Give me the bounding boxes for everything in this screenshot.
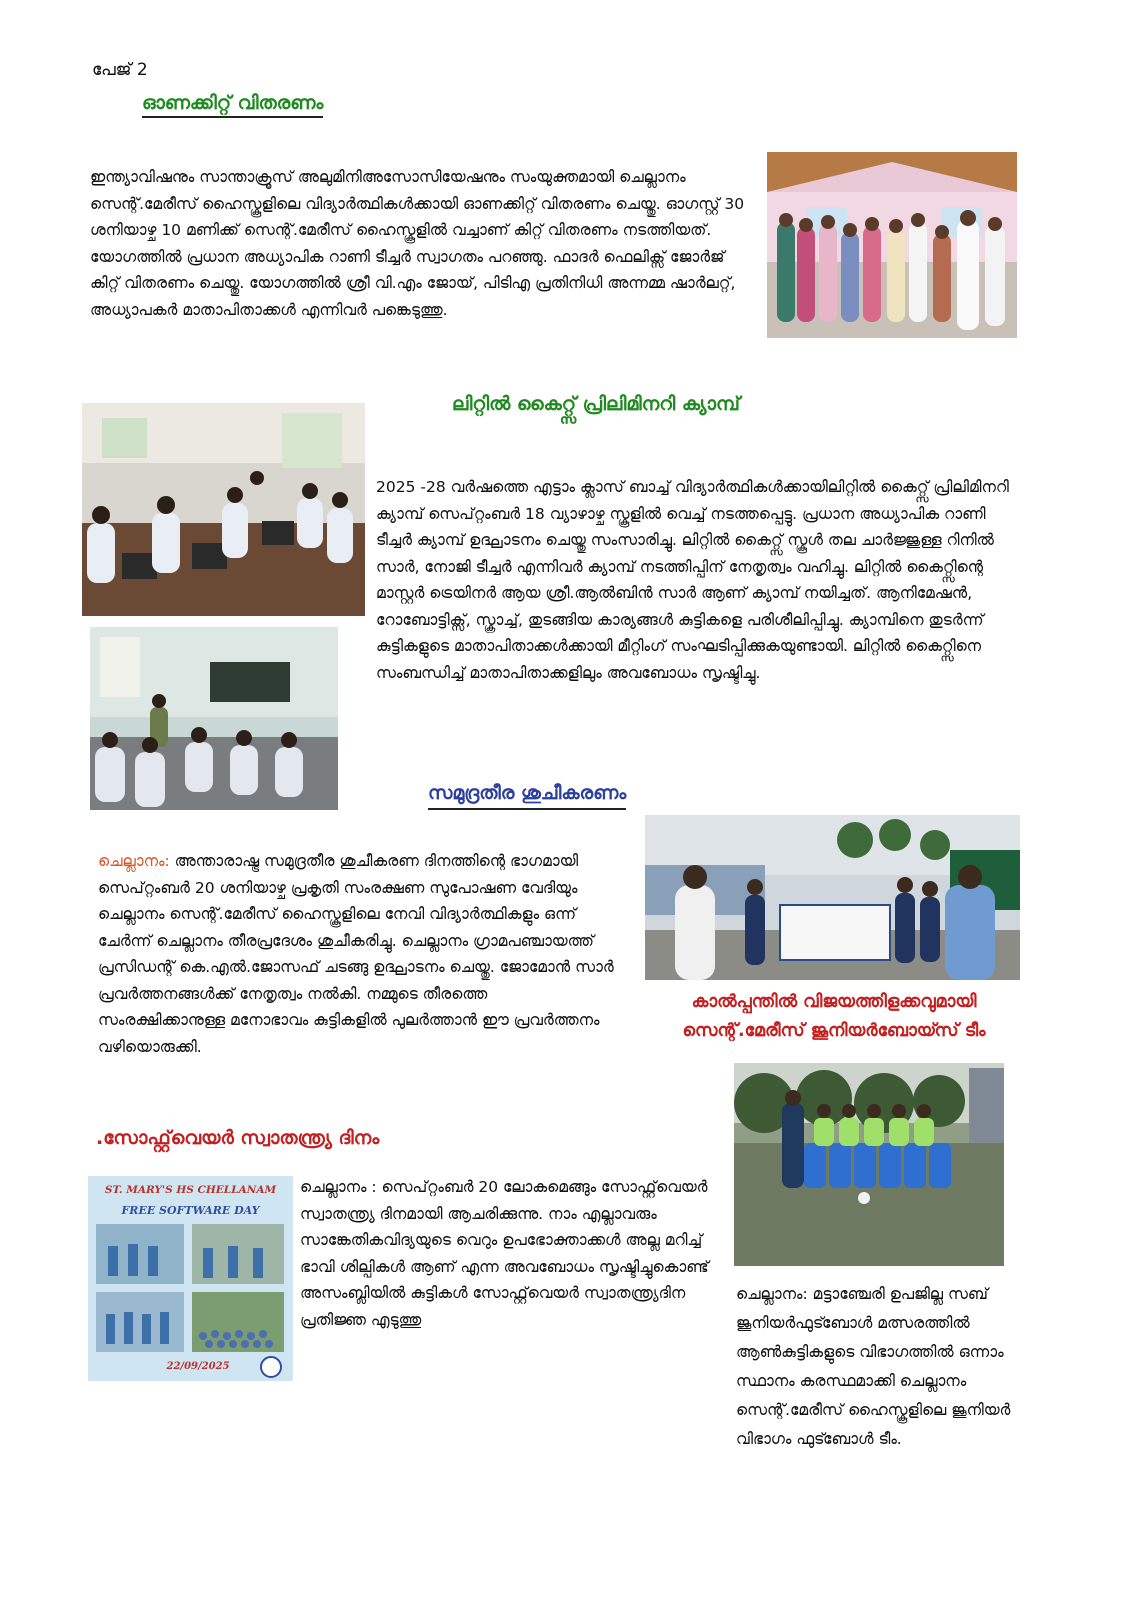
onam-kit-photo [767, 152, 1017, 338]
football-caption-line1: കാൽപ്പന്തിൽ വിജയത്തിളക്കവുമായി [691, 992, 977, 1012]
beach-dateline: ചെല്ലാനം: [98, 852, 170, 870]
little-kites-photo-class [90, 627, 338, 810]
beach-body: അന്താരാഷ്ട്ര സമുദ്രതീര ശുചീകരണ ദിനത്തിന്റെ ഭാഗമായി സെപ്റ്റംബർ 20 ശനിയാഴ്ച പ്രകൃതി സംരക്ഷണ സുപോഷണ വേദിയും ചെല്ലാനം സെന്റ്.മേരീസ് ഹൈസ്കൂളിലെ നേവി വിദ്യാർത്ഥികളും ഒന്ന് ചേർന്ന് ചെല്ലാനം തീരപ്രദേശം ശുചീകരിച്ചു. ചെല്ലാനം ഗ്രാമപഞ്ചായത്ത് പ്രസിഡന്റ് കെ.എൽ.ജോസഫ് ചടങ്ങു ഉദ്ഘാടനം ചെയ്തു. ജോമോൻ സാർ പ്രവർത്തനങ്ങൾക്ക് നേതൃത്വം നൽകി. നമ്മുടെ തീരത്തെ സംരക്ഷിക്കാനുള്ള മനോഭാവം കുട്ടികളിൽ പുലർത്താൻ ഈ പ്രവർത്തനം വഴിയൊരുക്കി. [98, 852, 614, 1056]
free-software-day-poster [88, 1176, 293, 1381]
football-caption-line2: സെന്റ്.മേരീസ് ജൂനിയർബോയ്സ് ടീം [682, 1021, 986, 1041]
onam-kit-paragraph: ഇന്ത്യാവിഷനും സാന്താക്രൂസ് അലുമിനിഅസോസിയേഷനും സംയുക്തമായി ചെല്ലാനം സെന്റ്.മേരീസ് ഹൈസ്കൂളിലെ വിദ്യാർത്ഥികൾക്കായി ഓണക്കിറ്റ് വിതരണം ചെയ്തു. ഓഗസ്റ്റ് 30 ശനിയാഴ്ച 10 മണിക്ക് സെന്റ്.മേരീസ് ഹൈസ്കൂളിൽ വച്ചാണ് കിറ്റ് വിതരണം നടത്തിയത്. യോഗത്തിൽ പ്രധാന അധ്യാപിക റാണി ടീച്ചർ സ്വാഗതം പറഞ്ഞു. ഫാദർ ഫെലിക്സ് ജോർജ് കിറ്റ് വിതരണം ചെയ്തു. യോഗത്തിൽ ശ്രീ വി.എം ജോയ്, പിടിഎ പ്രതിനിധി അന്നമ്മ ഷാർലറ്റ്, അധ്യാപകർ മാതാപിതാക്കൾ എന്നിവർ പങ്കെടുത്തു. [90, 168, 745, 319]
beach-cleaning-photo [645, 815, 1020, 980]
poster-title: FREE SOFTWARE DAY [121, 1204, 260, 1217]
beach-cleaning-paragraph [98, 848, 618, 1060]
little-kites-photo-lab [82, 403, 365, 616]
poster-date: 22/09/2025 [166, 1361, 230, 1372]
little-kites-heading: ലിറ്റിൽ കൈറ്റ്സ് പ്രിലിമിനറി ക്യാമ്പ് [452, 393, 740, 415]
football-caption [634, 988, 1034, 1046]
little-kites-paragraph: 2025 -28 വർഷത്തെ എട്ടാം ക്ലാസ് ബാച്ച് വിദ്യാർത്ഥികൾക്കായിലിറ്റിൽ കൈറ്റ്സ് പ്രിലിമിനറി ക്യാമ്പ് സെപ്റ്റംബർ 18 വ്യാഴാഴ്ച സ്കൂളിൽ വെച്ച് നടത്തപ്പെട്ടു. പ്രധാന അധ്യാപിക റാണി ടീച്ചർ ക്യാമ്പ് ഉദ്ഘാടനം ചെയ്തു സംസാരിച്ചു. ലിറ്റിൽ കൈറ്റ്സ് സ്കൂൾ തല ചാർജ്ജുള്ള റിനിൽ സാർ, നോജി ടീച്ചർ എന്നിവർ ക്യാമ്പ് നടത്തിപ്പിന് നേതൃത്വം വഹിച്ചു. ലിറ്റിൽ കൈറ്റ്സിന്റെ മാസ്റ്റർ ട്രെയിനർ ആയ ശ്രീ.ആൽബിൻ സാർ ആണ് ക്യാമ്പ് നയിച്ചത്. ആനിമേഷൻ, റോബോട്ടിക്സ്, സ്ക്രാച്ച്, തുടങ്ങിയ കാര്യങ്ങൾ കുട്ടികളെ പരിശീലിപ്പിച്ചു. ക്യാമ്പിനെ തുടർന്ന് കുട്ടികളുടെ മാതാപിതാക്കൾക്കായി മീറ്റിംഗ് സംഘടിപ്പിക്കുകയുണ്ടായി. ലിറ്റിൽ കൈറ്റ്സിനെ സംബന്ധിച്ച് മാതാപിതാക്കളിലും അവബോധം സൃഷ്ടിച്ചു. [376, 478, 1009, 682]
onam-kit-heading: ഓണക്കിറ്റ് വിതരണം [142, 92, 323, 118]
beach-cleaning-heading: സമുദ്രതീര ശുചീകരണം [428, 782, 626, 810]
football-paragraph: ചെല്ലാനം: മട്ടാഞ്ചേരി ഉപജില്ല സബ് ജൂനിയർഫുട്ബോൾ മത്സരത്തിൽ ആൺകുട്ടികളുടെ വിഭാഗത്തിൽ ഒന്നാം സ്ഥാനം കരസ്ഥമാക്കി ചെല്ലാനം സെന്റ്.മേരീസ് ഹൈസ്കൂളിലെ ജൂനിയർ വിഭാഗം ഫുട്ബോൾ ടീം. [736, 1285, 1011, 1448]
software-freedom-paragraph: ചെല്ലാനം : സെപ്റ്റംബർ 20 ലോകമെങ്ങും സോഫ്റ്റ്‌വെയർ സ്വാതന്ത്ര്യ ദിനമായി ആചരിക്കുന്നു. നാം എല്ലാവരും സാങ്കേതികവിദ്യയുടെ വെറും ഉപഭോക്താക്കൾ അല്ല മറിച്ച് ഭാവി ശില്പികൾ ആണ് എന്ന അവബോധം സൃഷ്ടിച്ചുകൊണ്ട് അസംബ്ലിയിൽ കുട്ടികൾ സോഫ്റ്റ്‌വെയർ സ്വാതന്ത്ര്യദിന പ്രതിജ്ഞ എടുത്തു [300, 1178, 709, 1329]
software-freedom-heading: .സോഫ്റ്റ്‌വെയർ സ്വാതന്ത്ര്യ ദിനം [96, 1127, 380, 1149]
football-team-photo [734, 1063, 1004, 1266]
page-number: പേജ് 2 [92, 60, 148, 80]
poster-school-name: ST. MARY'S HS CHELLANAM [104, 1184, 277, 1196]
